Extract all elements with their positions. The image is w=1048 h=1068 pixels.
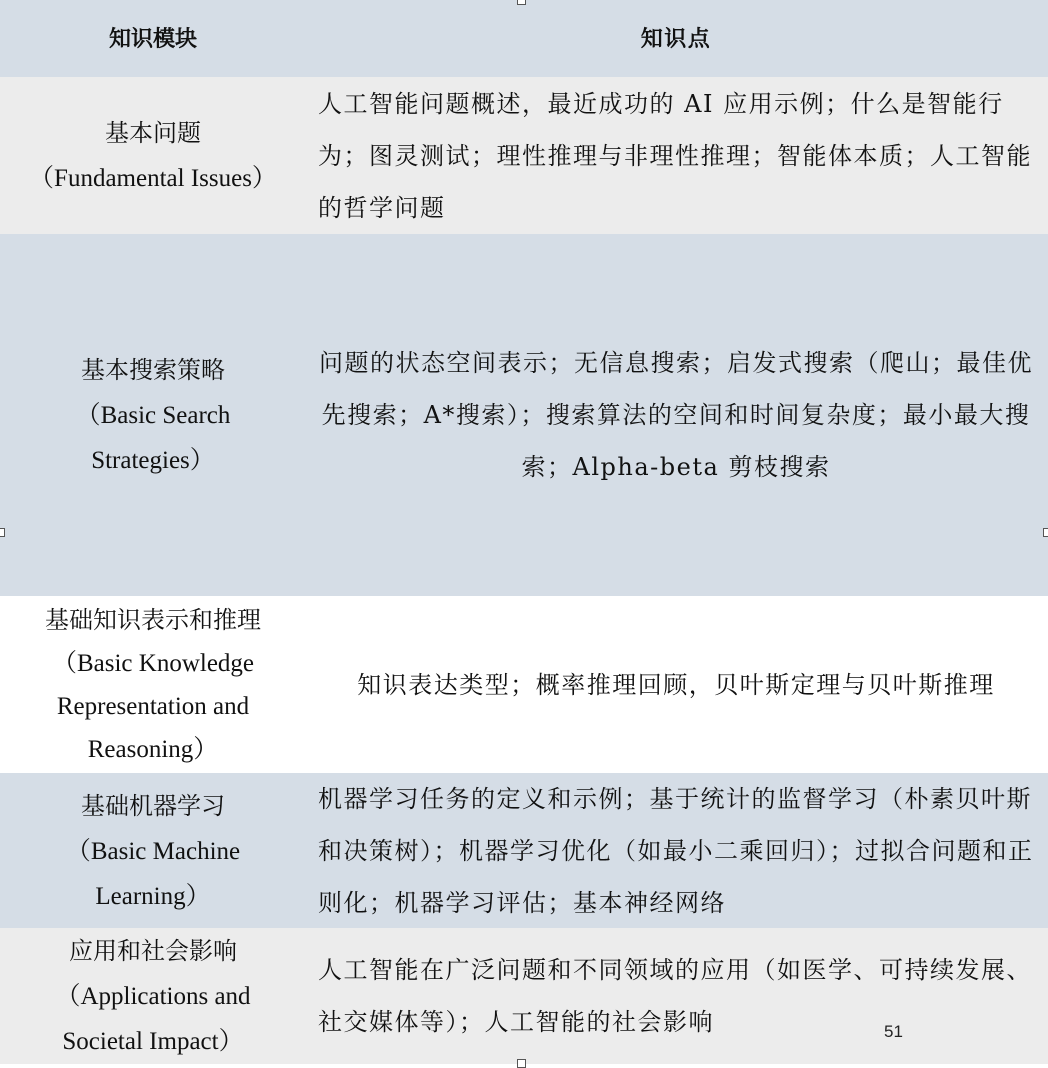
module-name-cn: 应用和社会影响	[69, 937, 237, 965]
table-row	[0, 928, 1048, 1064]
resize-handle-left[interactable]	[0, 528, 5, 537]
table-row	[0, 773, 1048, 928]
table-header	[0, 0, 1048, 77]
module-cell	[0, 928, 306, 1064]
module-name-en: （Basic Knowledge	[51, 649, 255, 677]
module-name-cn: 基本搜索策略	[81, 356, 225, 384]
module-name-en: Strategies）	[91, 447, 215, 474]
module-name-en: Representation and	[56, 692, 250, 720]
module-name-en: Societal Impact）	[62, 1028, 244, 1055]
module-name-cn: 基础知识表示和推理	[45, 605, 261, 634]
module-name-cn: 基本问题	[105, 119, 201, 147]
resize-handle-top[interactable]	[517, 0, 526, 5]
points-cell: 人工智能问题概述，最近成功的 AI 应用示例；什么是智能行为；图灵测试；理性推理与非理性推理；智能体本质；人工智能的哲学问题	[318, 89, 1032, 222]
page-number: 51	[884, 1022, 903, 1041]
points-cell: 知识表达类型；概率推理回顾，贝叶斯定理与贝叶斯推理	[357, 670, 995, 699]
points-cell: 人工智能在广泛问题和不同领域的应用（如医学、可持续发展、社交媒体等）；人工智能的社会影响	[318, 956, 1032, 1036]
module-name-en: （Basic Search	[75, 402, 231, 429]
module-cell	[0, 234, 306, 596]
header-module: 知识模块	[108, 25, 197, 52]
module-name-en: （Fundamental Issues）	[29, 165, 277, 192]
module-name-cn: 基础机器学习	[81, 791, 225, 820]
table-row	[0, 234, 1048, 596]
table-row	[0, 77, 1048, 234]
module-name-en: （Applications and	[55, 983, 251, 1010]
resize-handle-right[interactable]	[1043, 528, 1048, 537]
points-cell: 问题的状态空间表示；无信息搜索；启发式搜索（爬山；最佳优先搜索；A*搜索）；搜索算法的空间和时间复杂度；最小最大搜索；Alpha-beta 剪枝搜索	[319, 349, 1033, 481]
points-cell: 机器学习任务的定义和示例；基于统计的监督学习（朴素贝叶斯和决策树）；机器学习优化（如最小二乘回归）；过拟合问题和正则化；机器学习评估；基本神经网络	[318, 784, 1034, 917]
module-cell	[0, 77, 306, 234]
module-cell	[0, 773, 306, 928]
module-name-en: （Basic Machine	[65, 837, 241, 865]
table-row	[0, 596, 1048, 773]
module-cell	[0, 596, 306, 773]
module-name-en: Learning）	[95, 882, 211, 910]
module-name-en: Reasoning）	[87, 735, 219, 763]
header-points: 知识点	[640, 25, 712, 52]
